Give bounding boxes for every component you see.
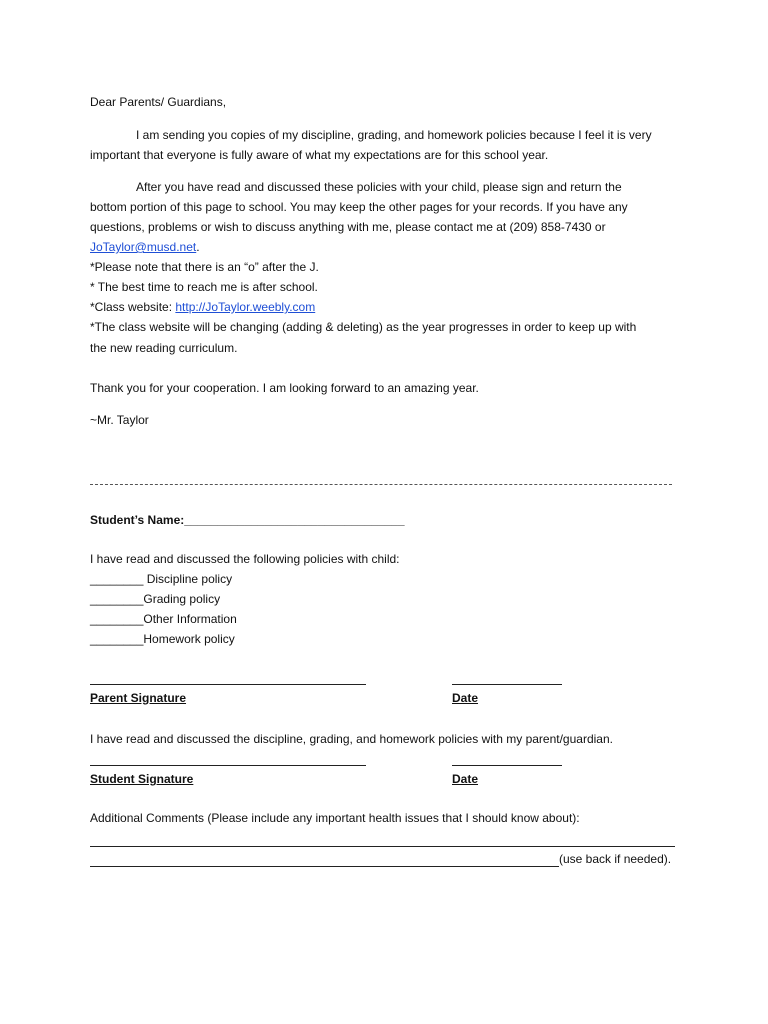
student-signature-line[interactable] — [90, 765, 366, 766]
greeting: Dear Parents/ Guardians, — [90, 95, 227, 109]
website-label: *Class website: — [90, 300, 176, 314]
comments-line-suffix: (use back if needed). — [559, 852, 672, 866]
paragraph-1-line-2: important that everyone is fully aware of what my expectations are for this school year. — [90, 148, 549, 162]
signoff: ~Mr. Taylor — [90, 413, 149, 427]
policy-other-information[interactable]: ________Other Information — [90, 612, 237, 626]
policy-discipline[interactable]: ________ Discipline policy — [90, 572, 233, 586]
student-name-row — [90, 512, 405, 528]
note-o: *Please note that there is an “o” after the J. — [90, 260, 319, 274]
parent-signature-line[interactable] — [90, 684, 366, 685]
student-date-line[interactable] — [452, 765, 562, 766]
comments-line-1[interactable] — [90, 846, 675, 847]
student-date-label: Date — [452, 772, 479, 786]
paragraph-2-line-3: questions, problems or wish to discuss anything with me, please contact me at (209) 858-7430 or — [90, 220, 606, 234]
paragraph-2-line-2: bottom portion of this page to school. You may keep the other pages for your records. If you have any — [90, 200, 628, 214]
policy-grading[interactable]: ________Grading policy — [90, 592, 221, 606]
email-line — [90, 239, 200, 255]
policy-homework[interactable]: ________Homework policy — [90, 632, 235, 646]
parent-date-label: Date — [452, 691, 479, 705]
website-note-line-1: *The class website will be changing (adding & deleting) as the year progresses in order to keep up with — [90, 320, 637, 334]
note-best-time: * The best time to reach me is after school. — [90, 280, 318, 294]
student-signature-label: Student Signature — [90, 772, 194, 786]
comments-line-2[interactable] — [90, 866, 559, 867]
email-suffix: . — [196, 240, 200, 254]
student-name-blank[interactable]: _________________________________ — [184, 513, 405, 527]
website-link[interactable]: http://JoTaylor.weebly.com — [175, 300, 316, 314]
comments-label: Additional Comments (Please include any important health issues that I should know about): — [90, 811, 580, 825]
website-note-line-2: the new reading curriculum. — [90, 341, 238, 355]
email-link[interactable]: JoTaylor@musd.net — [90, 240, 197, 254]
cut-line-divider — [90, 484, 672, 485]
parent-date-line[interactable] — [452, 684, 562, 685]
parent-signature-label: Parent Signature — [90, 691, 187, 705]
paragraph-2-line-1: After you have read and discussed these policies with your child, please sign and return the — [136, 180, 622, 194]
thanks-text: Thank you for your cooperation. I am looking forward to an amazing year. — [90, 381, 479, 395]
paragraph-1-line-1: I am sending you copies of my discipline, grading, and homework policies because I feel it is very — [136, 128, 652, 142]
student-statement: I have read and discussed the discipline, grading, and homework policies with my parent/guardian. — [90, 732, 613, 746]
website-line — [90, 299, 315, 315]
student-name-label: Student’s Name: — [90, 513, 185, 527]
policies-intro: I have read and discussed the following policies with child: — [90, 552, 400, 566]
